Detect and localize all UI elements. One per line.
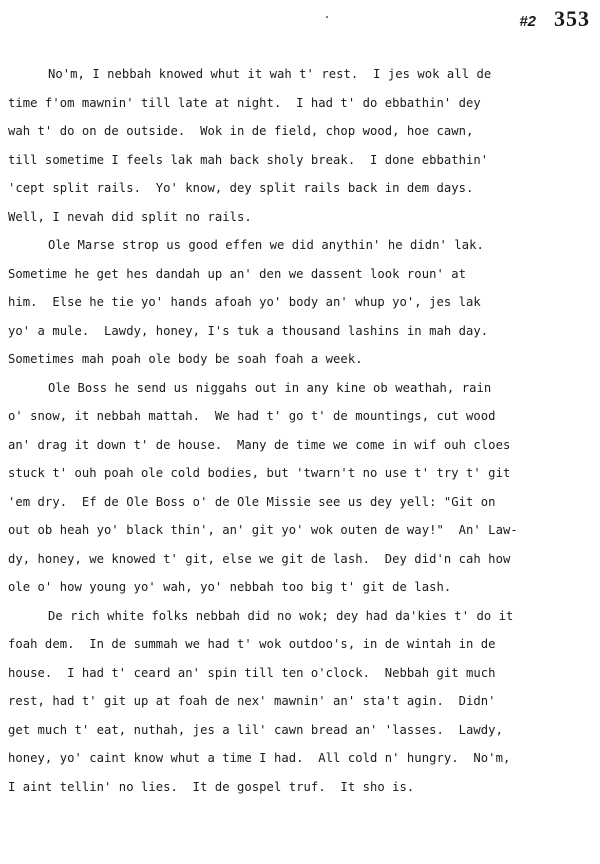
text-line: Well, I nevah did split no rails.: [8, 209, 252, 224]
text-line: rest, had t' git up at foah de nex' mawnin' an' sta't agin. Didn': [8, 694, 496, 708]
text-line: dy, honey, we knowed t' git, else we git de lash. Dey did'n cah how: [8, 551, 511, 566]
text-line: wah t' do on de outside. Wok in de field, chop wood, hoe cawn,: [8, 124, 474, 138]
text-line: Sometime he get hes dandah up an' den we dassent look roun' at: [8, 266, 467, 281]
text-line: time f'om mawnin' till late at night. I had t' do ebbathin' dey: [8, 95, 481, 110]
section-mark: #2: [519, 13, 536, 30]
paragraph-1: [8, 60, 588, 231]
page-header: [519, 6, 590, 32]
page-number: 353: [554, 6, 590, 31]
text-line: Ole Marse strop us good effen we did anythin' he didn' lak.: [48, 238, 484, 252]
text-line: Ole Boss he send us niggahs out in any kine ob weathah, rain: [48, 380, 492, 395]
paragraph-3: [8, 374, 588, 602]
paragraph-2: [8, 231, 588, 374]
text-line: Sometimes mah poah ole body be soah foah a week.: [8, 352, 363, 366]
text-line: foah dem. In de summah we had t' wok outdoo's, in de wintah in de: [8, 637, 496, 651]
text-line: I aint tellin' no lies. It de gospel truf. It sho is.: [8, 779, 415, 794]
text-line: De rich white folks nebbah did no wok; dey had da'kies t' do it: [48, 608, 514, 623]
paragraph-4: [8, 602, 588, 802]
text-line: 'em dry. Ef de Ole Boss o' de Ole Missie see us dey yell: "Git on: [8, 494, 496, 509]
text-line: house. I had t' ceard an' spin till ten o'clock. Nebbah git much: [8, 665, 496, 680]
text-line: stuck t' ouh poah ole cold bodies, but 'twarn't no use t' try t' git: [8, 466, 511, 480]
text-line: an' drag it down t' de house. Many de time we come in wif ouh cloes: [8, 437, 511, 452]
text-line: out ob heah yo' black thin', an' git yo' wok outen de way!" An' Law-: [8, 523, 518, 537]
text-line: get much t' eat, nuthah, jes a lil' cawn bread an' 'lasses. Lawdy,: [8, 722, 503, 737]
text-line: No'm, I nebbah knowed whut it wah t' rest. I jes wok all de: [48, 67, 492, 81]
text-line: 'cept split rails. Yo' know, dey split rails back in dem days.: [8, 181, 474, 195]
text-line: ole o' how young yo' wah, yo' nebbah too big t' git de lash.: [8, 580, 452, 594]
text-line: till sometime I feels lak mah back sholy break. I done ebbathin': [8, 152, 489, 167]
document-body: [8, 60, 588, 801]
text-line: him. Else he tie yo' hands afoah yo' body an' whup yo', jes lak: [8, 295, 481, 309]
text-line: yo' a mule. Lawdy, honey, I's tuk a thousand lashins in mah day.: [8, 323, 489, 338]
text-line: honey, yo' caint know whut a time I had. All cold n' hungry. No'm,: [8, 751, 511, 765]
stray-mark: [326, 16, 328, 18]
text-line: o' snow, it nebbah mattah. We had t' go t' de mountings, cut wood: [8, 409, 496, 423]
